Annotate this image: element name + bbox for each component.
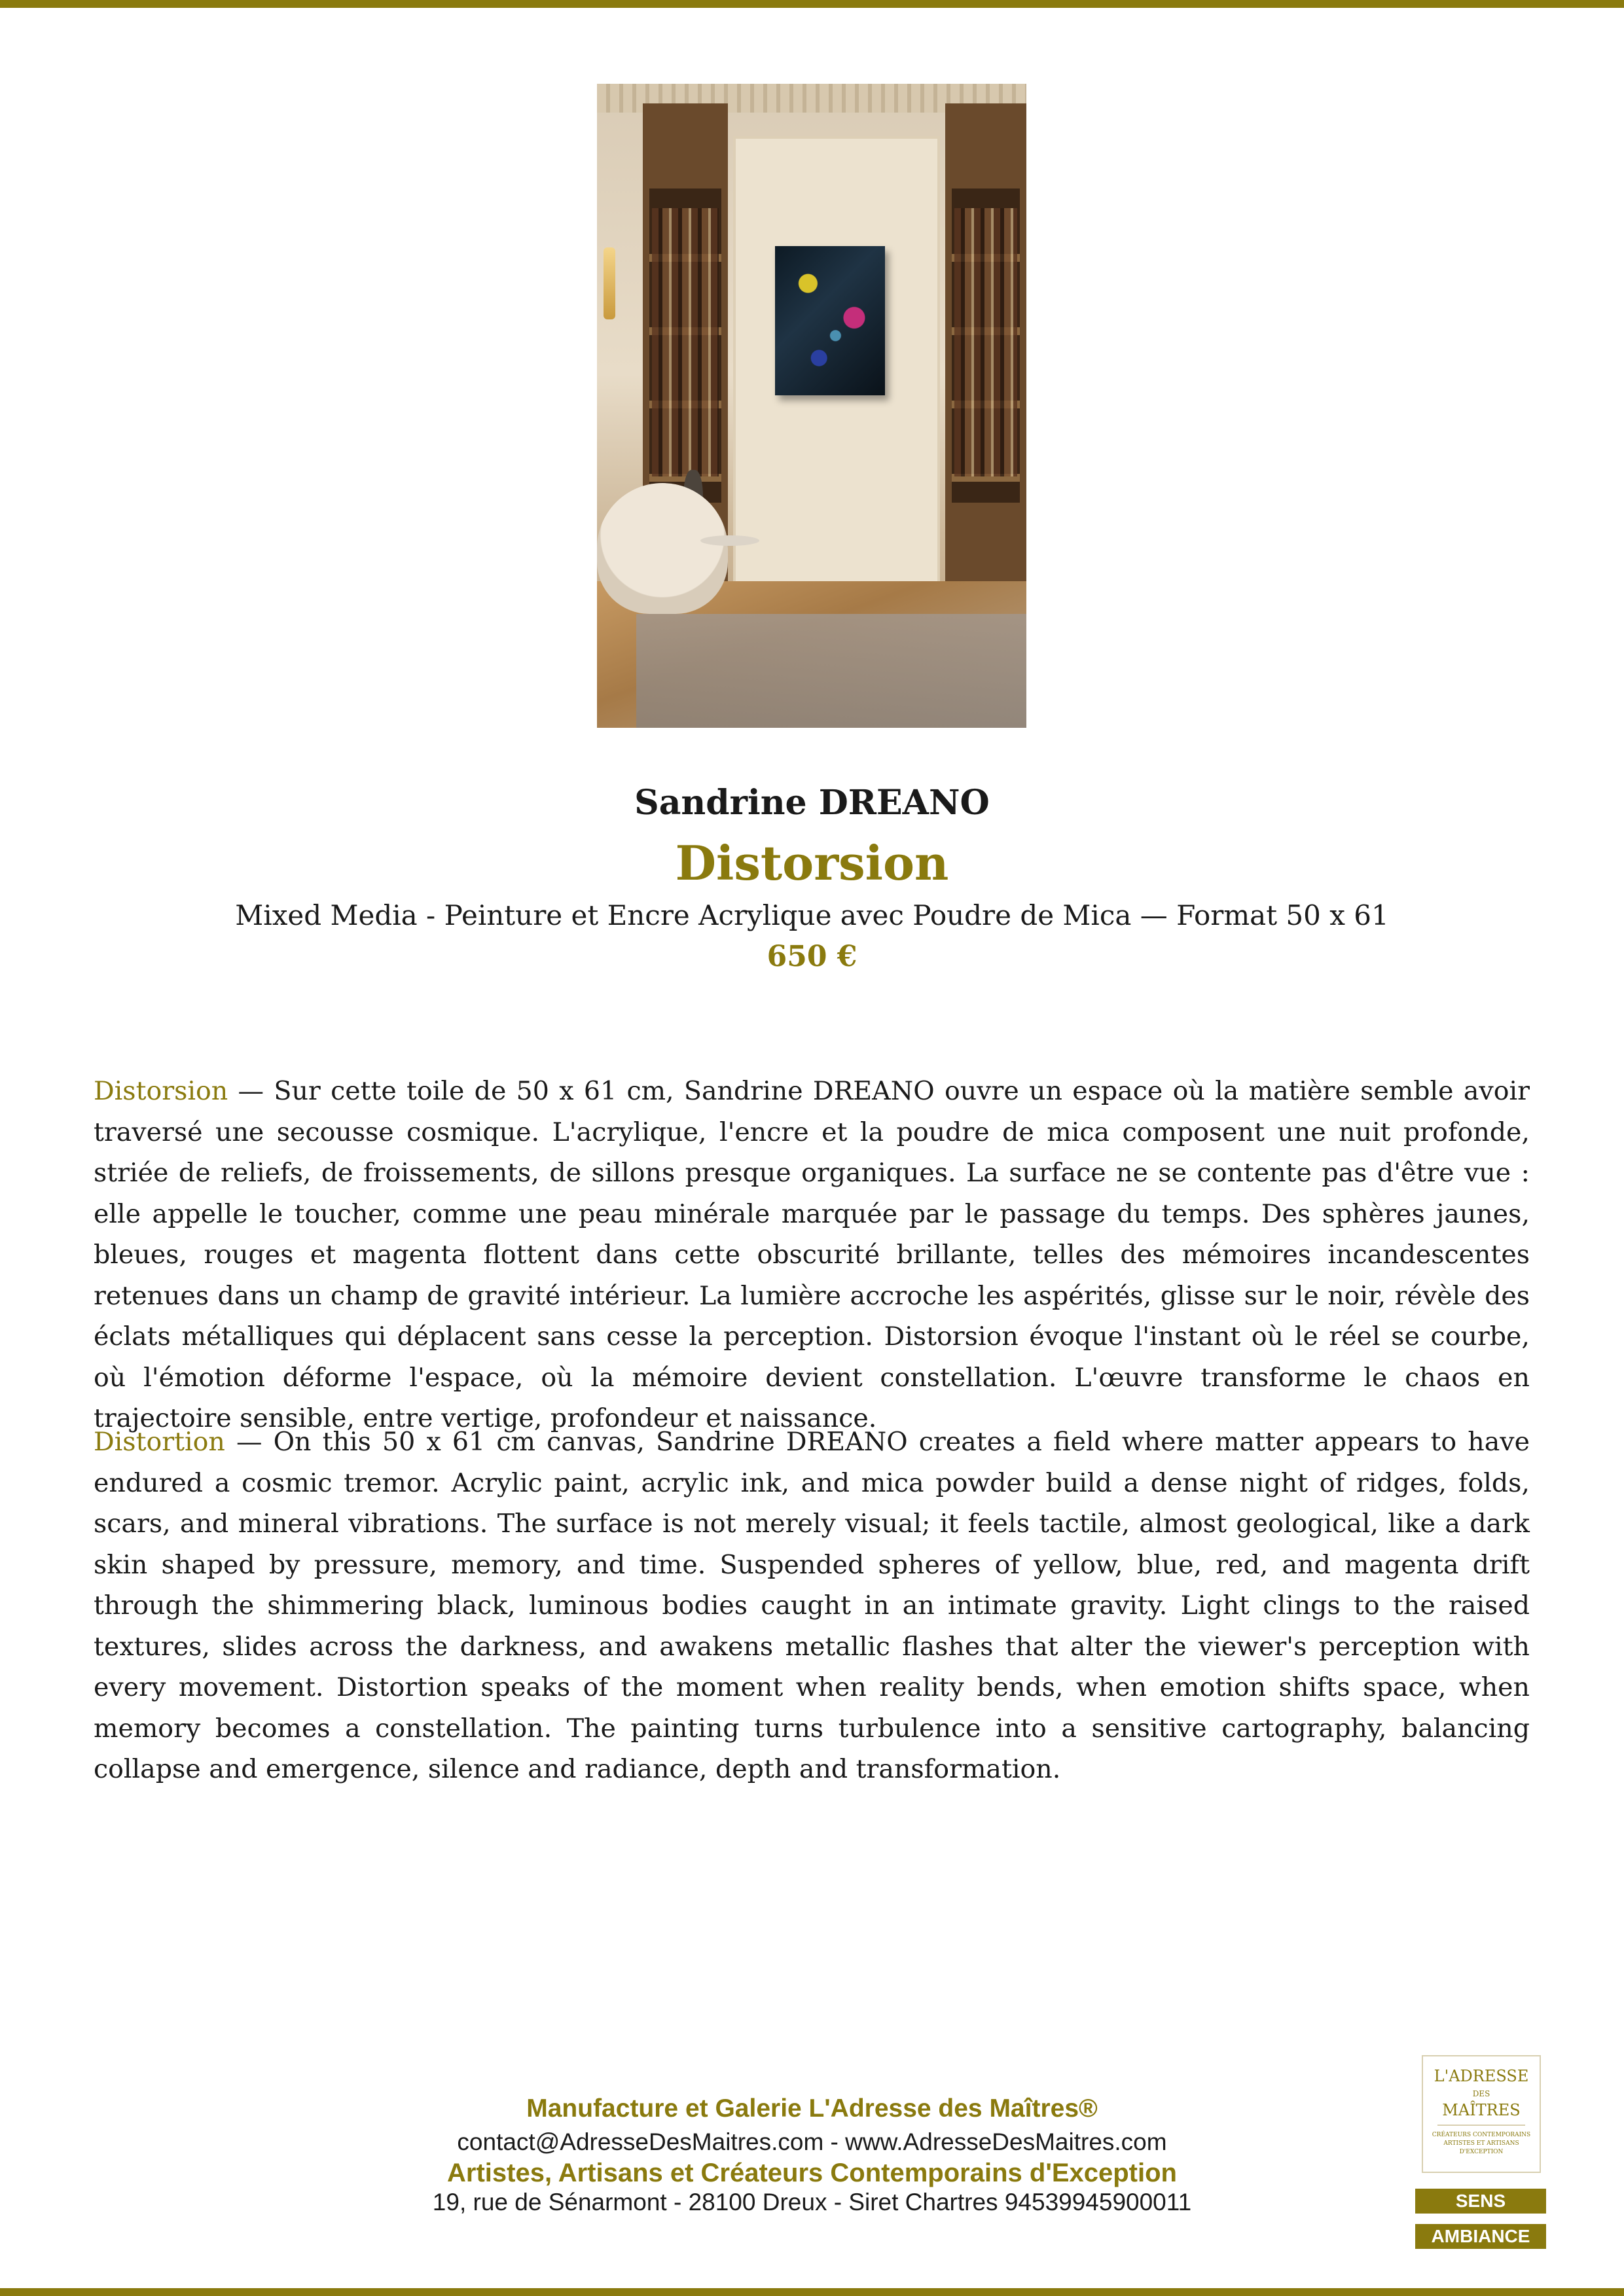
footer-tagline: Artistes, Artisans et Créateurs Contemporains d'Exception [447, 2159, 1177, 2187]
wall-sconce [604, 247, 615, 319]
description-french-text: — Sur cette toile de 50 x 61 cm, Sandrine DREANO ouvre un espace où la matière semble avoir traversé une secousse cosmique. L'acrylique, l'encre et la poudre de mica composent une nuit profonde, striée de reliefs, de froissements, de sillons presque organiques. La surface ne se contente pas d'être vue : elle appelle le toucher, comme une peau minérale marquée par le passage du temps. Des sphères jaunes, bleues, rouges et magenta flottent dans cette obscurité brillante, telles des mémoires incandescentes retenues dans un champ de gravité intérieur. La lumière accroche les aspérités, glisse sur le noir, révèle des éclats métalliques qui déplacent sans cesse la perception. Distorsion évoque l'instant où le réel se courbe, où l'émotion déforme l'espace, où la mémoire devient constellation. L'œuvre transforme le chaos en trajectoire sensible, entre vertige, profondeur et naissance. [94, 1076, 1530, 1433]
tag-sens: SENS [1415, 2189, 1546, 2214]
logo-line-1: L'ADRESSE [1434, 2067, 1529, 2085]
painting-on-wall [775, 246, 885, 395]
gallery-logo [1422, 2055, 1541, 2173]
logo-divider [1437, 2125, 1525, 2126]
description-french-lead: Distorsion [94, 1076, 228, 1106]
footer-contact: contact@AdresseDesMaitres.com - www.AdresseDesMaitres.com [457, 2128, 1167, 2155]
side-table [700, 535, 759, 546]
rug [636, 614, 1026, 728]
artwork-medium: Mixed Media - Peinture et Encre Acrylique avec Poudre de Mica — Format 50 x 61 [235, 899, 1389, 931]
logo-line-4: CRÉATEURS CONTEMPORAINS ARTISTES ET ARTISANS D'EXCEPTION [1432, 2132, 1531, 2155]
description-english-text: — On this 50 x 61 cm canvas, Sandrine DREANO creates a field where matter appears to have endured a cosmic tremor. Acrylic paint, acrylic ink, and mica powder build a dense night of ridges, folds, scars, and mineral vibrations. The surface is not merely visual; it feels tactile, almost geological, like a dark skin shaped by pressure, memory, and time. Suspended spheres of yellow, blue, red, and magenta drift through the shimmering black, luminous bodies caught in an intimate gravity. Light clings to the raised textures, slides across the darkness, and awakens metallic flashes that alter the viewer's perception with every movement. Distortion speaks of the moment when reality bends, when emotion shifts space, when memory becomes a constellation. The painting turns turbulence into a sensitive cartography, balancing collapse and emergence, silence and radiance, depth and transformation. [94, 1427, 1530, 1784]
footer-address: 19, rue de Sénarmont - 28100 Dreux - Siret Chartres 94539945900011 [432, 2189, 1192, 2215]
tag-ambiance: AMBIANCE [1415, 2224, 1546, 2249]
artwork-title: Distorsion [675, 835, 949, 891]
footer-gallery-name: Manufacture et Galerie L'Adresse des Maîtres® [526, 2094, 1098, 2123]
bottom-accent-rule [0, 2288, 1624, 2296]
artwork-price: 650 € [767, 940, 857, 973]
description-french [94, 1071, 1530, 1439]
description-english [94, 1422, 1530, 1790]
armchair [597, 483, 728, 614]
logo-line-3: MAÎTRES [1442, 2101, 1521, 2119]
description-english-lead: Distortion [94, 1427, 225, 1457]
artist-name: Sandrine DREANO [634, 783, 990, 823]
artwork-room-photo [597, 84, 1026, 728]
logo-line-2: DES [1472, 2089, 1490, 2098]
top-accent-rule [0, 0, 1624, 8]
